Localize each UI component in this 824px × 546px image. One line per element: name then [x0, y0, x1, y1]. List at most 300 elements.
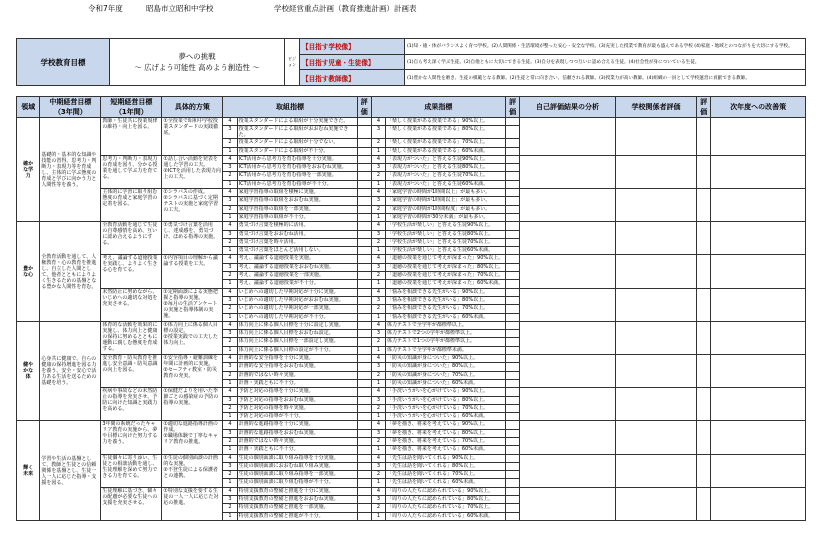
result-indicator-text: 「楽しく授業がある授業である」90%以上。: [386, 118, 506, 126]
result-evaluation[interactable]: [506, 126, 520, 139]
stakeholder-eval-cell[interactable]: [615, 454, 696, 487]
plan-text: ①定期面談による実態把握と指導の実施。 ②毎月の生活アンケートの実施と指導体制の実施。: [162, 288, 223, 321]
action-evaluation[interactable]: [357, 487, 371, 495]
action-level: 1: [223, 346, 237, 354]
action-evaluation[interactable]: [357, 180, 371, 188]
action-indicator-text: 予防と対応の指導が不十分。: [237, 413, 357, 421]
result-level: 3: [371, 429, 385, 437]
improvement-cell[interactable]: [711, 388, 806, 421]
action-indicator-text: 予防と対応の指導を時々実施。: [237, 404, 357, 412]
result-level: 1: [371, 180, 385, 188]
result-evaluation[interactable]: [506, 213, 520, 221]
action-evaluation[interactable]: [357, 504, 371, 512]
action-evaluation[interactable]: [357, 330, 371, 338]
stakeholder-score-cell[interactable]: [697, 255, 711, 288]
result-indicator-text: 「周りの人たちに認められている」60%未満。: [386, 512, 506, 520]
action-indicator-text: 勇気づけ言葉をほとんど活用しない。: [237, 247, 357, 255]
stakeholder-eval-cell[interactable]: [615, 388, 696, 421]
result-indicator-text: 「防災の知識が身についた」70%以上。: [386, 371, 506, 379]
action-evaluation[interactable]: [357, 197, 371, 205]
result-level: 3: [371, 462, 385, 470]
result-indicator-text: 「道徳の授業を通じて考えが深まった」80%以上。: [386, 263, 506, 271]
stakeholder-eval-cell[interactable]: [615, 487, 696, 520]
stakeholder-eval-cell[interactable]: [615, 421, 696, 454]
result-evaluation[interactable]: [506, 462, 520, 470]
result-evaluation[interactable]: [506, 172, 520, 180]
result-level: 2: [371, 305, 385, 313]
result-level: 2: [371, 238, 385, 246]
goal-text-teacher: (1)豊かな人間性を磨き、生徒の模範となる教師。(2)生徒と常に向き合い、信頼される教師。(3)授業力が高い教師。(4)組織の一員として学校運営に貢献できる教師。: [405, 70, 806, 86]
col-improvement: 次年度への改善策: [711, 97, 806, 118]
result-level: 1: [371, 446, 385, 454]
action-evaluation[interactable]: [357, 512, 371, 520]
action-evaluation[interactable]: [357, 371, 371, 379]
plan-text: ①生徒の個別面談の計画的な実施。 ②不登生徒による保護者との連携。: [162, 454, 223, 487]
stakeholder-score-cell[interactable]: [697, 118, 711, 156]
result-indicator-text: 「道徳の授業を通じて考えが深まった」90%以上。: [386, 255, 506, 263]
plan-text: ①特別な支援を要する生徒の一人一人に応じた対応の推進。: [162, 487, 223, 520]
result-evaluation[interactable]: [506, 404, 520, 412]
action-indicator-text: 計画的ではない時々実施。: [237, 371, 357, 379]
plan-table: [16, 96, 806, 521]
result-indicator-text: 「先生は話を聞いてくれる」70%以上。: [386, 471, 506, 479]
result-indicator-text: 「道徳の授業を通じて考えが深まった」60%未満。: [386, 280, 506, 288]
result-evaluation[interactable]: [506, 446, 520, 454]
table-row: [17, 321, 806, 329]
result-level: 4: [371, 222, 385, 230]
action-evaluation[interactable]: [357, 296, 371, 304]
result-level: 2: [371, 404, 385, 412]
mid-goal-text: 基礎的・基本的な知識や技能の習得、思考力・判断力・表現力等を育成し、主体的に学ぶ態度の育成と学びに向かう力と人間性等を養う。: [40, 118, 101, 222]
action-level: 2: [223, 272, 237, 280]
improvement-cell[interactable]: [711, 189, 806, 222]
result-level: 3: [371, 330, 385, 338]
result-evaluation[interactable]: [506, 147, 520, 155]
result-indicator-text: 「表現力がついた」と答える生徒70%以上。: [386, 172, 506, 180]
mid-goal-text: 心身共に健康で、自らの健康の保持増進を図る力を養う。安全・安心で活力ある生活を送るための基礎を培う。: [40, 321, 101, 421]
action-level: 1: [223, 147, 237, 155]
result-evaluation[interactable]: [506, 247, 520, 255]
result-level: 1: [371, 479, 385, 487]
action-evaluation[interactable]: [357, 238, 371, 246]
stakeholder-eval-cell[interactable]: [615, 222, 696, 255]
short-goal-text: 安全教育・防災教育を推進し安全意識・防災意識の向上を図る。: [101, 355, 162, 388]
action-evaluation[interactable]: [357, 363, 371, 371]
table-row: [17, 388, 806, 396]
action-evaluation[interactable]: [357, 305, 371, 313]
action-evaluation[interactable]: [357, 230, 371, 238]
result-indicator-text: 「表現力がついた」と答える生徒90%以上。: [386, 155, 506, 163]
result-indicator-text: 「防災の知識が身についた」60%未満。: [386, 379, 506, 387]
action-evaluation[interactable]: [357, 396, 371, 404]
result-evaluation[interactable]: [506, 355, 520, 363]
stakeholder-eval-cell[interactable]: [615, 255, 696, 288]
result-evaluation[interactable]: [506, 338, 520, 346]
result-level: 3: [371, 230, 385, 238]
col-stakeholder-eval: 学校関係者評価: [615, 97, 696, 118]
action-evaluation[interactable]: [357, 288, 371, 296]
action-indicator-text: 計画的な進路指導をおおむね実施。: [237, 429, 357, 437]
action-indicator-text: 特別支援教育の整備と推進を一部実施。: [237, 504, 357, 512]
self-analysis-cell[interactable]: [520, 288, 616, 321]
result-evaluation[interactable]: [506, 471, 520, 479]
action-evaluation[interactable]: [357, 471, 371, 479]
action-level: 3: [223, 230, 237, 238]
action-indicator-text: 家庭学習指導の取組を積極に実施。: [237, 189, 357, 197]
result-indicator-text: 「先生は話を聞いてくれる」80%以上。: [386, 462, 506, 470]
action-level: 4: [223, 421, 237, 429]
result-level: 1: [371, 413, 385, 421]
result-evaluation[interactable]: [506, 164, 520, 172]
action-indicator-text: ICT活用から思考力を育む指導を十分実施。: [237, 155, 357, 163]
result-evaluation[interactable]: [506, 346, 520, 354]
stakeholder-score-cell[interactable]: [697, 288, 711, 321]
table-row: [17, 118, 806, 126]
result-indicator-text: 「手洗いうがいを心がけている」80%以上。: [386, 396, 506, 404]
result-level: 2: [371, 471, 385, 479]
action-evaluation[interactable]: [357, 446, 371, 454]
stakeholder-score-cell[interactable]: [697, 454, 711, 487]
goal-label-student: 【目指す児童・生徒像】: [300, 54, 405, 70]
self-analysis-cell[interactable]: [520, 388, 616, 421]
col-short-goal: 短期経営目標 （1年間）: [101, 97, 162, 118]
result-level: 4: [371, 189, 385, 197]
self-analysis-cell[interactable]: [520, 255, 616, 288]
action-evaluation[interactable]: [357, 205, 371, 213]
result-level: 1: [371, 247, 385, 255]
result-evaluation[interactable]: [506, 330, 520, 338]
action-evaluation[interactable]: [357, 222, 371, 230]
improvement-cell[interactable]: [711, 222, 806, 255]
action-level: 4: [223, 487, 237, 495]
action-evaluation[interactable]: [357, 213, 371, 221]
stakeholder-eval-cell[interactable]: [615, 355, 696, 388]
mid-goal-text: 全教育活動を通して、人権教育・心の教育を推進し、自立した人間として、他者とともによりよく生きるための基盤となる豊かな人間性を育む。: [40, 222, 101, 322]
improvement-cell[interactable]: [711, 421, 806, 454]
result-evaluation[interactable]: [506, 230, 520, 238]
vision-label: ビジョン: [285, 39, 300, 86]
action-level: 1: [223, 213, 237, 221]
short-goal-text: 全教育活動を通じて生徒の自尊感情を高め、互いに認め合えるようにする。: [101, 222, 162, 255]
domain-label: [17, 321, 40, 421]
result-level: 4: [371, 388, 385, 396]
result-level: 2: [371, 172, 385, 180]
self-analysis-cell[interactable]: [520, 189, 616, 222]
action-indicator-text: 考え、議論する道徳授業を一部実施。: [237, 272, 357, 280]
stakeholder-score-cell[interactable]: [697, 189, 711, 222]
result-evaluation[interactable]: [506, 272, 520, 280]
domain-label: [17, 222, 40, 322]
result-evaluation[interactable]: [506, 263, 520, 271]
improvement-cell[interactable]: [711, 118, 806, 156]
action-evaluation[interactable]: [357, 338, 371, 346]
self-analysis-cell[interactable]: [520, 222, 616, 255]
action-evaluation[interactable]: [357, 479, 371, 487]
result-level: 1: [371, 147, 385, 155]
plan-text: ①内容項目の理解から議論する授業を工夫。: [162, 255, 223, 288]
plan-text: ①保健だよりを用いた季節ごとの感染症の予防の指導の実施。: [162, 388, 223, 421]
school-goal-label: 学校教育目標: [17, 39, 110, 86]
result-level: 3: [371, 296, 385, 304]
result-level: 2: [371, 338, 385, 346]
result-evaluation[interactable]: [506, 396, 520, 404]
goals-table: [16, 38, 806, 86]
result-indicator-text: 「夢を描き、将来を考えている」60%未満。: [386, 446, 506, 454]
result-evaluation[interactable]: [506, 454, 520, 462]
action-indicator-text: ICT活用から思考力を育む指導をおおむね実施。: [237, 164, 357, 172]
plan-text: ①体力向上に係る個人目標の設定。 ②授業実践での工夫した体力向上。: [162, 321, 223, 354]
self-analysis-cell[interactable]: [520, 321, 616, 354]
self-analysis-cell[interactable]: [520, 355, 616, 388]
result-indicator-text: 「学校生活が楽しい」と答える生徒90%以上。: [386, 222, 506, 230]
action-evaluation[interactable]: [357, 126, 371, 139]
result-evaluation[interactable]: [506, 205, 520, 213]
table-row: [17, 189, 806, 197]
action-level: 2: [223, 172, 237, 180]
result-level: 3: [371, 396, 385, 404]
result-level: 1: [371, 346, 385, 354]
action-indicator-text: 体力向上に係る個人目標の設定が不十分。: [237, 346, 357, 354]
improvement-cell[interactable]: [711, 487, 806, 520]
table-row: [17, 255, 806, 263]
col-eval-2: 評価: [506, 97, 520, 118]
improvement-cell[interactable]: [711, 155, 806, 188]
col-self-analysis: 自己評価結果の分析: [520, 97, 616, 118]
action-indicator-text: 生徒の個別面談に取り組み指導を十分実施。: [237, 454, 357, 462]
action-level: 3: [223, 496, 237, 504]
action-level: 2: [223, 139, 237, 147]
self-analysis-cell[interactable]: [520, 421, 616, 454]
result-evaluation[interactable]: [506, 313, 520, 321]
action-indicator-text: いじめへの適切した早期対応が不十分。: [237, 313, 357, 321]
self-analysis-cell[interactable]: [520, 454, 616, 487]
action-evaluation[interactable]: [357, 421, 371, 429]
plan-text: ①適切な進路指導計画の作成。 ②職場体験で丁寧なキャリア教育の推進。: [162, 421, 223, 454]
self-analysis-cell[interactable]: [520, 487, 616, 520]
result-evaluation[interactable]: [506, 189, 520, 197]
result-evaluation[interactable]: [506, 512, 520, 520]
result-evaluation[interactable]: [506, 280, 520, 288]
improvement-cell[interactable]: [711, 454, 806, 487]
action-evaluation[interactable]: [357, 462, 371, 470]
result-level: 4: [371, 454, 385, 462]
result-evaluation[interactable]: [506, 255, 520, 263]
action-level: 1: [223, 413, 237, 421]
result-indicator-text: 「防災の知識が身についた」80%以上。: [386, 363, 506, 371]
result-evaluation[interactable]: [506, 479, 520, 487]
action-evaluation[interactable]: [357, 147, 371, 155]
result-evaluation[interactable]: [506, 413, 520, 421]
col-domain: 領域: [17, 97, 40, 118]
short-goal-text: 生徒個々に寄り添い、生徒との相談活動を通し、生徒理解を深めて努力できる力を育てる。: [101, 454, 162, 487]
result-evaluation[interactable]: [506, 371, 520, 379]
result-level: 3: [371, 164, 385, 172]
action-indicator-text: 体力向上に係る個人目標を一部設定し実施。: [237, 338, 357, 346]
action-evaluation[interactable]: [357, 164, 371, 172]
result-evaluation[interactable]: [506, 180, 520, 188]
result-indicator-text: 「手洗いうがいを心がけている」90%以上。: [386, 388, 506, 396]
result-evaluation[interactable]: [506, 429, 520, 437]
action-level: 3: [223, 462, 237, 470]
plan-text: ①話し合い活動を発表を通した学習の工夫。 ②ICTを活用した表現力向上の工夫。: [162, 155, 223, 188]
action-level: 2: [223, 238, 237, 246]
result-evaluation[interactable]: [506, 487, 520, 495]
action-indicator-text: 授業スタンダードによる取組が不十分。: [237, 147, 357, 155]
stakeholder-eval-cell[interactable]: [615, 118, 696, 156]
action-evaluation[interactable]: [357, 413, 371, 421]
action-level: 3: [223, 363, 237, 371]
action-level: 4: [223, 222, 237, 230]
action-evaluation[interactable]: [357, 247, 371, 255]
action-level: 1: [223, 180, 237, 188]
stakeholder-score-cell[interactable]: [697, 388, 711, 421]
action-indicator-text: 特別支援教育の整備と推進を十分に実施。: [237, 487, 357, 495]
stakeholder-score-cell[interactable]: [697, 155, 711, 188]
result-evaluation[interactable]: [506, 504, 520, 512]
result-indicator-text: 「防災の知識が身についた」90%以上。: [386, 355, 506, 363]
improvement-cell[interactable]: [711, 355, 806, 388]
result-indicator-text: 「家庭学習の時間が30分未満」が最も多い。: [386, 213, 506, 221]
result-evaluation[interactable]: [506, 421, 520, 429]
action-evaluation[interactable]: [357, 155, 371, 163]
action-evaluation[interactable]: [357, 429, 371, 437]
goal-text-school: (1)知・徳・体がバランスよく育つ学校。(2)人間関係・生活環境が整った安心・安全な学校。(3)充実した授業で教育が最も盛んである学校 (4)家庭・地域とのつながりを大切にする学校。: [405, 39, 806, 55]
result-level: 3: [371, 263, 385, 271]
result-indicator-text: 「表現力がついた」と答える生徒80%以上。: [386, 164, 506, 172]
action-evaluation[interactable]: [357, 437, 371, 445]
action-indicator-text: 生徒の個別面談におおむね取り組み実施。: [237, 462, 357, 470]
result-indicator-text: 体力テストで1つの学年が都標準以上。: [386, 338, 506, 346]
result-evaluation[interactable]: [506, 388, 520, 396]
result-indicator-text: 体力テストで2つの学年が都標準以上。: [386, 330, 506, 338]
result-level: 1: [371, 213, 385, 221]
action-level: 4: [223, 321, 237, 329]
stakeholder-eval-cell[interactable]: [615, 189, 696, 222]
action-indicator-text: 予防と対応の指導をおおむね実施。: [237, 396, 357, 404]
goal-label-school: 【目指す学校像】: [300, 39, 405, 55]
result-evaluation[interactable]: [506, 222, 520, 230]
action-level: 2: [223, 437, 237, 445]
action-evaluation[interactable]: [357, 355, 371, 363]
action-indicator-text: 考え、議論する道徳授業をおおむね実施。: [237, 263, 357, 271]
stakeholder-score-cell[interactable]: [697, 421, 711, 454]
action-indicator-text: 計画的な安全指導をおおむね実施。: [237, 363, 357, 371]
action-evaluation[interactable]: [357, 346, 371, 354]
action-indicator-text: 家庭学習指導の取組が不十分。: [237, 213, 357, 221]
result-level: 4: [371, 255, 385, 263]
action-indicator-text: 予防と対応の指導を十分に実施。: [237, 388, 357, 396]
result-indicator-text: 「悩みを相談できる先生がいる」70%以上。: [386, 305, 506, 313]
domain-label: [17, 118, 40, 222]
action-evaluation[interactable]: [357, 379, 371, 387]
plan-text: ①安全指導・避難訓練を年間に計画的に実施。 ②セーフティ教室・防災教育の充実。: [162, 355, 223, 388]
action-evaluation[interactable]: [357, 388, 371, 396]
stakeholder-score-cell[interactable]: [697, 321, 711, 354]
result-indicator-text: 「周りの人たちに認められている」80%以上。: [386, 496, 506, 504]
action-evaluation[interactable]: [357, 189, 371, 197]
result-evaluation[interactable]: [506, 118, 520, 126]
action-indicator-text: 授業スタンダードによる取組が十分実施できた。: [237, 118, 357, 126]
action-evaluation[interactable]: [357, 255, 371, 263]
self-analysis-cell[interactable]: [520, 155, 616, 188]
stakeholder-eval-cell[interactable]: [615, 288, 696, 321]
stakeholder-score-cell[interactable]: [697, 222, 711, 255]
stakeholder-score-cell[interactable]: [697, 487, 711, 520]
result-evaluation[interactable]: [506, 288, 520, 296]
improvement-cell[interactable]: [711, 321, 806, 354]
action-evaluation[interactable]: [357, 272, 371, 280]
action-indicator-text: ICT活用から思考力を育む指導が不十分。: [237, 180, 357, 188]
result-indicator-text: 「楽しく授業がある授業である」60%未満。: [386, 147, 506, 155]
action-indicator-text: 特別支援教育の整備と推進をおおむね実施。: [237, 496, 357, 504]
result-level: 3: [371, 496, 385, 504]
col-mid-goal: 中期経営目標 （3年間）: [40, 97, 101, 118]
short-goal-text: 生徒理解に基づき、個々の配慮が必要な生徒への支援を充実させる。: [101, 487, 162, 520]
result-evaluation[interactable]: [506, 155, 520, 163]
result-evaluation[interactable]: [506, 238, 520, 246]
action-evaluation[interactable]: [357, 321, 371, 329]
action-indicator-text: 計画的な安全指導を十分に実施。: [237, 355, 357, 363]
result-evaluation[interactable]: [506, 363, 520, 371]
result-level: 4: [371, 487, 385, 495]
col-eval-3: 評価: [697, 97, 711, 118]
result-level: 4: [371, 118, 385, 126]
result-indicator-text: 「悩みを相談できる先生がいる」80%以上。: [386, 296, 506, 304]
action-level: 3: [223, 330, 237, 338]
result-indicator-text: 「悩みを相談できる先生がいる」60%未満。: [386, 313, 506, 321]
action-evaluation[interactable]: [357, 454, 371, 462]
domain-label-text: 健やかな体: [23, 362, 34, 381]
action-evaluation[interactable]: [357, 263, 371, 271]
action-level: 1: [223, 313, 237, 321]
action-evaluation[interactable]: [357, 118, 371, 126]
col-eval-1: 評価: [357, 97, 371, 118]
action-evaluation[interactable]: [357, 280, 371, 288]
stakeholder-eval-cell[interactable]: [615, 321, 696, 354]
action-evaluation[interactable]: [357, 404, 371, 412]
result-evaluation[interactable]: [506, 437, 520, 445]
improvement-cell[interactable]: [711, 288, 806, 321]
action-level: 2: [223, 205, 237, 213]
action-evaluation[interactable]: [357, 172, 371, 180]
improvement-cell[interactable]: [711, 255, 806, 288]
stakeholder-score-cell[interactable]: [697, 355, 711, 388]
domain-label: [17, 421, 40, 521]
table-row: [17, 155, 806, 163]
result-indicator-text: 体力テストで全学年が都標準未満。: [386, 346, 506, 354]
result-evaluation[interactable]: [506, 296, 520, 304]
stakeholder-eval-cell[interactable]: [615, 155, 696, 188]
short-goal-text: 教師・生徒共に授業規律の維持・向上を図る。: [101, 118, 162, 156]
result-evaluation[interactable]: [506, 496, 520, 504]
action-level: 3: [223, 164, 237, 172]
result-level: 2: [371, 272, 385, 280]
result-level: 4: [371, 155, 385, 163]
result-evaluation[interactable]: [506, 321, 520, 329]
result-evaluation[interactable]: [506, 197, 520, 205]
action-level: 1: [223, 512, 237, 520]
self-analysis-cell[interactable]: [520, 118, 616, 156]
action-evaluation[interactable]: [357, 496, 371, 504]
action-evaluation[interactable]: [357, 139, 371, 147]
result-evaluation[interactable]: [506, 379, 520, 387]
school-goal-text: 夢への挑戦 ～ 広げよう可能性 高めよう創造性 ～: [110, 39, 285, 86]
result-evaluation[interactable]: [506, 305, 520, 313]
result-evaluation[interactable]: [506, 139, 520, 147]
action-evaluation[interactable]: [357, 313, 371, 321]
action-level: 1: [223, 479, 237, 487]
result-indicator-text: 「周りの人たちに認められている」90%以上。: [386, 487, 506, 495]
